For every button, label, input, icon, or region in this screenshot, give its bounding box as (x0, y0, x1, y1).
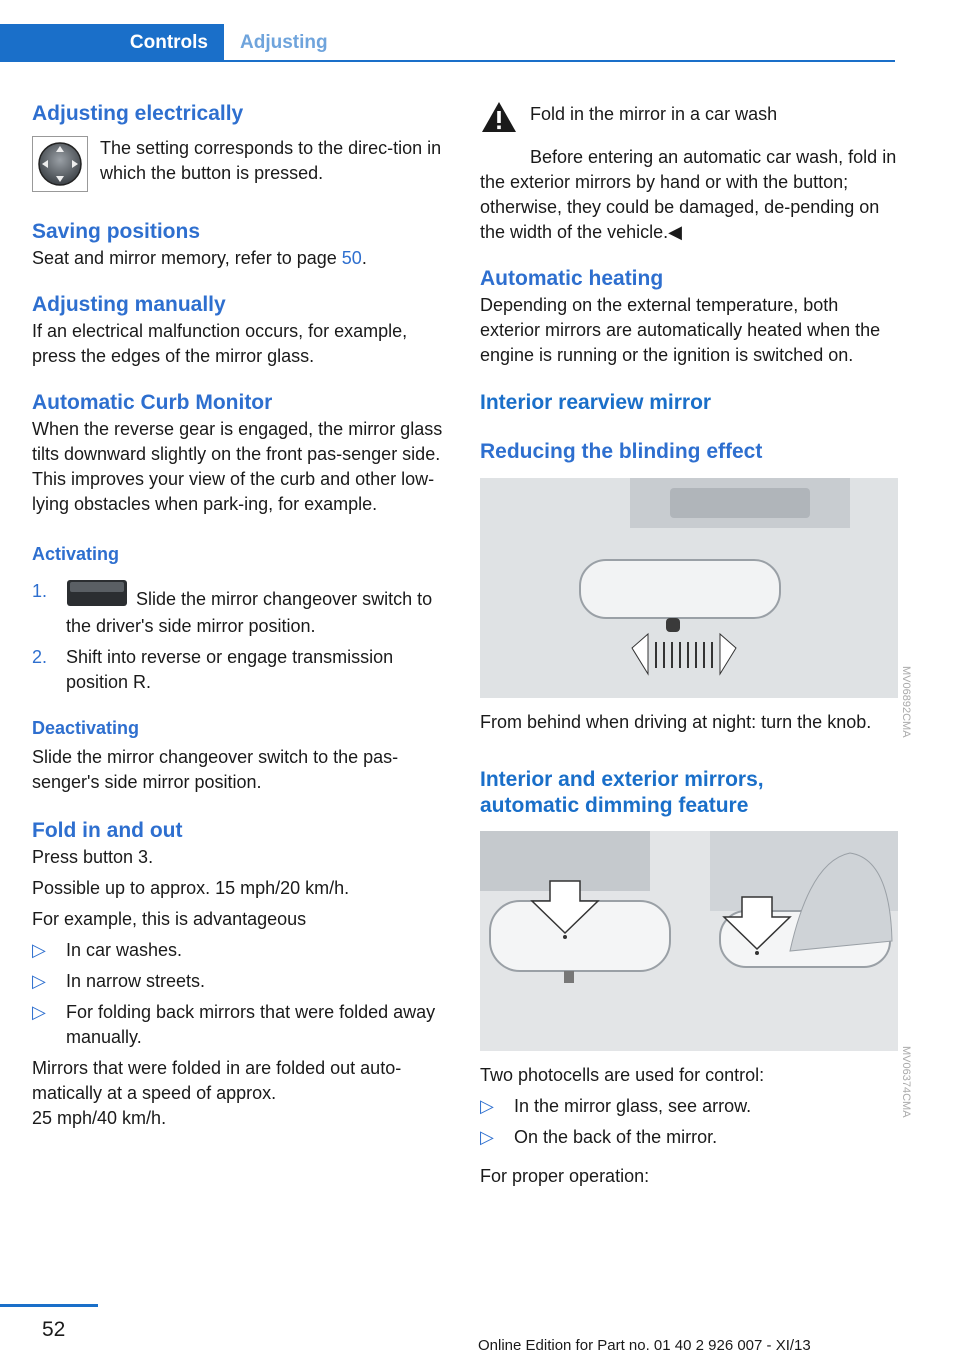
bullet-triangle-icon: ▷ (32, 1002, 46, 1022)
heading-dimming-line1: Interior and exterior mirrors, (480, 768, 764, 791)
heading-fold: Fold in and out (32, 819, 183, 842)
heading-activating: Activating (32, 544, 120, 564)
warning-block (480, 100, 900, 139)
heading-saving-positions: Saving positions (32, 220, 201, 243)
warning-triangle-icon (480, 100, 518, 139)
deactivating-text: Slide the mirror changeover switch to the pas-senger's side mirror position. (32, 747, 399, 792)
dimming-intro: Two photocells are used for control: (480, 1065, 765, 1085)
right-column (480, 100, 912, 1189)
adjusting-electrically-row (32, 136, 452, 192)
warning-text: Before entering an automatic car wash, fold in the exterior mirrors by hand or with the button; otherwise, they could be damaged, de-pending on the width of the vehicle.◀ (480, 147, 897, 242)
fold-p3: For example, this is advantageous (32, 909, 307, 929)
saving-positions-suffix: . (361, 248, 367, 268)
step-number: 2. (32, 647, 48, 667)
dimming-photo (480, 831, 898, 1051)
bullet-triangle-icon: ▷ (480, 1096, 494, 1116)
step-number: 1. (32, 581, 48, 601)
step-text: Shift into reverse or engage transmission position R. (66, 647, 394, 692)
dimming-bullets (480, 1094, 900, 1150)
mirror-adjust-pad-icon (32, 136, 88, 192)
list-item: ▷ In narrow streets. (32, 969, 452, 994)
list-item: ▷ On the back of the mirror. (480, 1125, 900, 1150)
list-item: ▷ For folding back mirrors that were folded away manually. (32, 1000, 452, 1050)
heading-adjusting-electrically: Adjusting electrically (32, 102, 244, 125)
list-item: ▷ In car washes. (32, 938, 452, 963)
fold-bullets (32, 938, 452, 1050)
activating-steps (32, 579, 452, 695)
page-number: 52 (42, 1318, 66, 1341)
bullet-triangle-icon: ▷ (32, 971, 46, 991)
warning-title: Fold in the mirror in a car wash (530, 104, 778, 124)
adjusting-electrically-text: The setting corresponds to the direc-tion in which the button is pressed. (100, 138, 442, 183)
heading-dimming-line2: automatic dimming feature (480, 794, 749, 817)
bullet-triangle-icon: ▷ (480, 1127, 494, 1147)
step-2 (32, 645, 452, 695)
fold-p2: Possible up to approx. 15 mph/20 km/h. (32, 878, 350, 898)
heading-curb-monitor: Automatic Curb Monitor (32, 391, 273, 414)
heading-blinding: Reducing the blinding effect (480, 440, 763, 463)
step-text: Slide the mirror changeover switch to the driver's side mirror position. (66, 589, 433, 636)
list-item: ▷ In the mirror glass, see arrow. (480, 1094, 900, 1119)
bullet-triangle-icon: ▷ (32, 940, 46, 960)
heading-deactivating: Deactivating (32, 718, 140, 738)
mirror-changeover-switch-icon (66, 579, 128, 614)
image-code-1: MV06892CMA (900, 666, 912, 738)
footer-divider (0, 1304, 98, 1307)
dimming-closing: For proper operation: (480, 1166, 650, 1186)
page-link-50[interactable]: 50 (341, 248, 362, 268)
fold-p1: Press button 3. (32, 847, 154, 867)
saving-positions-prefix: Seat and mirror memory, refer to page (32, 248, 342, 268)
tab-controls[interactable]: Controls (0, 24, 224, 62)
fold-p4: Mirrors that were folded in are folded out auto-matically at a speed of approx. (32, 1058, 402, 1103)
heading-automatic-heating: Automatic heating (480, 267, 664, 290)
tab-adjusting[interactable]: Adjusting (240, 32, 328, 53)
image-code-2: MV06374CMA (900, 1046, 912, 1118)
header-divider (224, 60, 895, 62)
adjusting-manually-text: If an electrical malfunction occurs, for example, press the edges of the mirror glass. (32, 321, 408, 366)
curb-monitor-text: When the reverse gear is engaged, the mirror glass tilts downward slightly on the front pas-senger side. This improves your view of the curb and other low-lying obstacles when park-ing, for example. (32, 419, 443, 514)
edition-text: Online Edition for Part no. 01 40 2 926 007 - XI/13 (478, 1337, 811, 1354)
heading-interior-mirror: Interior rearview mirror (480, 391, 712, 414)
saving-positions-text (32, 246, 452, 271)
page-header (0, 24, 895, 62)
left-column (32, 100, 452, 1131)
fold-p5: 25 mph/40 km/h. (32, 1108, 167, 1128)
blinding-photo (480, 478, 898, 698)
automatic-heating-text: Depending on the external temperature, both exterior mirrors are automatically heated when the engine is running or the ignition is switched on. (480, 295, 881, 365)
step-1 (32, 579, 452, 639)
blinding-caption: From behind when driving at night: turn the knob. (480, 712, 872, 732)
heading-adjusting-manually: Adjusting manually (32, 293, 226, 316)
